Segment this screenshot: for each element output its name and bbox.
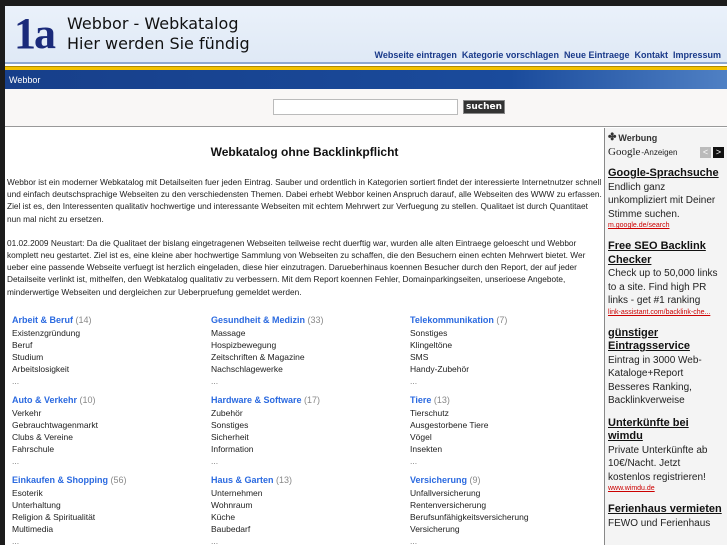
ad-url[interactable]: link-assistant.com/backlink-che... xyxy=(608,308,711,316)
category-count: (17) xyxy=(304,395,321,405)
category-name[interactable]: Telekommunikation xyxy=(410,315,494,325)
breadcrumb-bar xyxy=(5,70,727,89)
category-link[interactable] xyxy=(410,314,600,326)
category-link[interactable] xyxy=(12,314,202,326)
search-button[interactable]: suchen xyxy=(463,100,505,114)
category-link[interactable] xyxy=(12,474,202,486)
subcategory-link[interactable]: Klingeltöne xyxy=(410,340,453,350)
ad-text: Eintrag in 3000 Web-Kataloge+Report Besseres Ranking, Backlinkverweise xyxy=(608,354,702,406)
ad-sidebar xyxy=(605,128,727,545)
more-link[interactable]: ... xyxy=(410,376,418,386)
category-block xyxy=(410,394,600,467)
page xyxy=(5,6,727,545)
anzeigen-label: -Anzeigen xyxy=(641,147,678,157)
subcategory-link[interactable]: Existenzgründung xyxy=(12,328,81,338)
subcategory-link[interactable]: Verkehr xyxy=(12,408,42,418)
ad-title[interactable]: Ferienhaus vermieten xyxy=(608,503,722,515)
ad-url[interactable]: m.google.de/search xyxy=(608,222,670,229)
subcategory-link[interactable]: Clubs & Vereine xyxy=(12,432,73,442)
nav-webseite-eintragen[interactable]: Webseite eintragen xyxy=(374,50,457,60)
breadcrumb[interactable]: Webbor xyxy=(9,75,41,85)
subcategory-link[interactable]: Esoterik xyxy=(12,488,43,498)
subcategory-link[interactable]: Unfallversicherung xyxy=(410,488,481,498)
subcategory-link[interactable]: Unternehmen xyxy=(211,488,263,498)
main-content xyxy=(5,128,605,545)
subcategory-link[interactable]: Berufsunfähigkeitsversicherung xyxy=(410,512,529,522)
subcategory-link[interactable]: Hospizbewegung xyxy=(211,340,277,350)
subcategory-link[interactable]: Gebrauchtwagenmarkt xyxy=(12,420,98,430)
nav-kategorie-vorschlagen[interactable]: Kategorie vorschlagen xyxy=(461,50,559,60)
category-block xyxy=(12,394,202,467)
ad-title[interactable]: Google-Sprachsuche xyxy=(608,167,719,179)
subcategory-link[interactable]: Sonstiges xyxy=(410,328,448,338)
search-input[interactable] xyxy=(273,99,458,115)
ad-item xyxy=(608,240,724,318)
category-link[interactable] xyxy=(211,394,401,406)
more-link[interactable]: ... xyxy=(12,536,20,545)
ad-text: Endlich ganz unkompliziert mit Deiner Stimme suchen. xyxy=(608,181,716,220)
ad-text: Check up to 50,000 links to a site. Find high PR links - get #1 ranking xyxy=(608,268,718,306)
next-arrow-icon[interactable]: > xyxy=(713,147,724,158)
more-link[interactable]: ... xyxy=(211,376,219,386)
subcategory-link[interactable]: Zubehör xyxy=(211,408,243,418)
subcategory-link[interactable]: Religion & Spiritualität xyxy=(12,512,96,522)
subcategory-link[interactable]: Nachschlagewerke xyxy=(211,364,283,374)
subcategory-link[interactable]: Baubedarf xyxy=(211,524,251,534)
subcategory-link[interactable]: Handy-Zubehör xyxy=(410,364,470,374)
category-block xyxy=(211,394,401,467)
subcategory-link[interactable]: Vögel xyxy=(410,432,432,442)
category-count: (13) xyxy=(276,475,293,485)
werbung-label: Werbung xyxy=(618,132,658,143)
site-title: Webbor - Webkatalog xyxy=(67,14,239,33)
subcategory-link[interactable]: Fahrschule xyxy=(12,444,55,454)
page-title: Webkatalog ohne Backlinkpflicht xyxy=(210,145,399,159)
subcategory-link[interactable]: Sonstiges xyxy=(211,420,249,430)
search-bar xyxy=(5,89,727,127)
category-link[interactable] xyxy=(211,474,401,486)
more-link[interactable]: ... xyxy=(211,456,219,466)
news-text: 01.02.2009 Neustart: Da die Qualitaet der bislang eingetragenen Webseiten teilweise recht duerftig war, wurden alle alten Eintraege geloescht und Webbor komplett neu gestartet. Ziel ist es, eine kleine aber hochwertige Sammlung von Webseiten zu schaffen, die den Besuchern einen echten Mehrwert bietet. Wer ueber eine passende Webseite verfuegt ist herzlich eingeladen, diese hier einzutragen. Darueberhinaus koennen Besucher durch den Report, der auf jeder Detailseite verlinkt ist, mithelfen, den Webkatalog qualitativ zu verbessern. Mit dem Report koennen Fehler, Domainparkingseiten, unserioese Angebote, minderwertige Webseiten und dergleichen zur Ueberpruefung gemeldet werden. xyxy=(7,237,586,297)
category-link[interactable] xyxy=(12,394,202,406)
nav-neue-eintraege[interactable]: Neue Eintraege xyxy=(563,50,630,60)
top-nav xyxy=(375,50,721,60)
category-link[interactable] xyxy=(211,314,401,326)
ad-item xyxy=(608,167,724,231)
subcategory-link[interactable]: Studium xyxy=(12,352,44,362)
category-count: (33) xyxy=(307,315,324,325)
category-block xyxy=(410,474,600,545)
ad-item xyxy=(608,503,724,530)
werbung-icon: ✤ xyxy=(608,132,617,143)
category-name[interactable]: Auto & Verkehr xyxy=(12,395,78,405)
ad-title[interactable]: Free SEO Backlink Checker xyxy=(608,240,706,266)
category-count: (13) xyxy=(433,395,450,405)
ad-title[interactable]: Unterkünfte bei wimdu xyxy=(608,416,689,442)
ad-url[interactable]: www.wimdu.de xyxy=(608,485,655,492)
category-count: (9) xyxy=(469,475,481,485)
subcategory-link[interactable]: Sicherheit xyxy=(211,432,249,442)
category-name[interactable]: Einkaufen & Shopping xyxy=(12,475,108,485)
prev-arrow-icon[interactable]: < xyxy=(700,147,711,158)
category-block xyxy=(211,314,401,387)
category-block xyxy=(12,314,202,387)
category-block xyxy=(410,314,600,387)
subcategory-link[interactable]: Wohnraum xyxy=(211,500,253,510)
category-name[interactable]: Haus & Garten xyxy=(211,475,274,485)
intro-text: Webbor ist ein moderner Webkatalog mit Detailseiten fuer jeden Eintrag. Sauber und ordentlich in Kategorien sortiert findet der interessierte Internetnutzer schnell und einfach deutschsprachige Webseiten zu den verschiedensten Themen. Dabei erhebt Webbor keinen Anspruch darauf, alle Webseiten des WWW zu erfassen. Ziel ist es, den Interessenten qualitativ hochwertige und interessante Webseiten mit echtem Mehrwert zur Verfuegung zu stellen. Qualitaet ist durch Quantitaet nun mal nicht zu ersetzen. xyxy=(7,177,602,224)
category-name[interactable]: Versicherung xyxy=(410,475,468,485)
subcategory-link[interactable]: Rentenversicherung xyxy=(410,500,487,510)
category-name[interactable]: Hardware & Software xyxy=(211,395,302,405)
more-link[interactable]: ... xyxy=(12,456,20,466)
subcategory-link[interactable]: Information xyxy=(211,444,254,454)
nav-kontakt[interactable]: Kontakt xyxy=(634,50,668,60)
category-name[interactable]: Tiere xyxy=(410,395,432,405)
more-link[interactable]: ... xyxy=(12,376,20,386)
subcategory-link[interactable]: Unterhaltung xyxy=(12,500,61,510)
ad-text: Private Unterkünfte ab 10€/Nacht. Jetzt kostenlos registrieren! xyxy=(608,444,708,483)
ad-item xyxy=(608,417,724,495)
ad-text: FEWO und Ferienhaus xyxy=(608,517,711,529)
category-link[interactable] xyxy=(410,394,600,406)
category-count: (10) xyxy=(79,395,96,405)
category-block xyxy=(12,474,202,545)
subcategory-link[interactable]: Zeitschriften & Magazine xyxy=(211,352,305,362)
ad-title[interactable]: günstiger Eintragsservice xyxy=(608,326,690,352)
more-link[interactable]: ... xyxy=(211,536,219,545)
subcategory-link[interactable]: Tierschutz xyxy=(410,408,449,418)
logo[interactable]: 1a xyxy=(14,9,54,58)
site-header xyxy=(5,6,727,64)
google-logo: Google xyxy=(608,146,641,158)
more-link[interactable]: ... xyxy=(410,536,418,545)
subcategory-link[interactable]: Multimedia xyxy=(12,524,54,534)
subcategory-link[interactable]: Küche xyxy=(211,512,236,522)
category-count: (7) xyxy=(496,315,508,325)
category-name[interactable]: Gesundheit & Medizin xyxy=(211,315,306,325)
subcategory-link[interactable]: Versicherung xyxy=(410,524,460,534)
site-subtitle: Hier werden Sie fündig xyxy=(67,34,250,53)
category-count: (14) xyxy=(75,315,92,325)
nav-impressum[interactable]: Impressum xyxy=(672,50,721,60)
subcategory-link[interactable]: SMS xyxy=(410,352,429,362)
subcategory-link[interactable]: Insekten xyxy=(410,444,443,454)
more-link[interactable]: ... xyxy=(410,456,418,466)
subcategory-link[interactable]: Massage xyxy=(211,328,246,338)
ad-item xyxy=(608,327,724,408)
category-link[interactable] xyxy=(410,474,600,486)
category-name[interactable]: Arbeit & Beruf xyxy=(12,315,74,325)
subcategory-link[interactable]: Beruf xyxy=(12,340,33,350)
subcategory-link[interactable]: Arbeitslosigkeit xyxy=(12,364,70,374)
category-count: (56) xyxy=(110,475,127,485)
subcategory-link[interactable]: Ausgestorbene Tiere xyxy=(410,420,489,430)
category-block xyxy=(211,474,401,545)
